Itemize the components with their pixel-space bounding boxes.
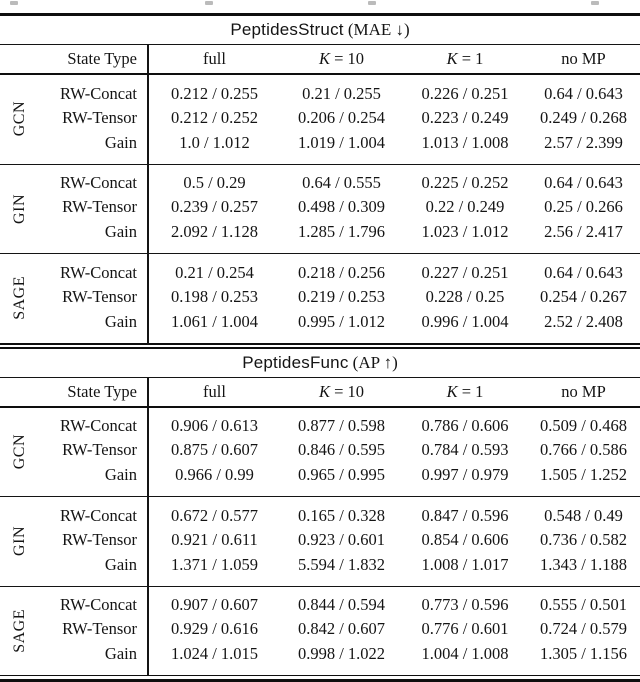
page-crop-artifact	[205, 1, 213, 5]
value-cell: 5.594 / 1.832	[297, 554, 386, 574]
rotated-model-label: GIN	[11, 193, 28, 224]
col-header-k10: K = 10	[280, 45, 403, 75]
model-block-gin	[0, 497, 640, 587]
row-label: RW-Concat	[60, 262, 137, 282]
model-label-cell	[0, 586, 40, 675]
col-header-k1: K = 1	[403, 377, 527, 407]
table-row	[0, 196, 640, 218]
table-row	[0, 407, 640, 440]
row-label: Gain	[104, 311, 137, 331]
value-cell: 0.22 / 0.249	[425, 197, 505, 216]
row-label: RW-Concat	[60, 83, 137, 103]
value-cell: 0.239 / 0.257	[148, 196, 280, 218]
value-cell: 0.906 / 0.613	[148, 407, 280, 440]
model-label-cell	[0, 74, 40, 164]
row-label: RW-Tensor	[62, 619, 137, 638]
value-cell: 0.776 / 0.601	[421, 619, 509, 638]
value-cell: 1.285 / 1.796	[297, 222, 386, 241]
value-cell: 0.5 / 0.29	[148, 164, 280, 196]
value-cell: 0.509 / 0.468	[539, 416, 628, 435]
col-header-k1: K = 1	[403, 45, 527, 75]
value-cell: 0.64 / 0.643	[544, 173, 623, 192]
value-cell: 0.786 / 0.606	[421, 416, 509, 435]
value-cell: 1.0 / 1.012	[148, 128, 280, 164]
row-label: Gain	[104, 222, 137, 241]
value-cell: 0.198 / 0.253	[148, 286, 280, 308]
table-row	[0, 307, 640, 344]
col-header-full: full	[148, 45, 280, 75]
value-cell: 0.498 / 0.309	[297, 197, 386, 216]
value-cell: 0.64 / 0.643	[544, 83, 623, 103]
row-label: RW-Concat	[60, 173, 137, 192]
value-cell: 0.996 / 1.004	[421, 311, 509, 331]
value-cell: 0.218 / 0.256	[297, 262, 386, 282]
value-cell: 0.846 / 0.595	[297, 440, 386, 459]
value-cell: 0.548 / 0.49	[544, 505, 623, 525]
rotated-model-label: SAGE	[11, 276, 28, 320]
value-cell: 0.25 / 0.266	[544, 197, 623, 216]
value-cell: 2.092 / 1.128	[148, 218, 280, 254]
value-cell: 1.008 / 1.017	[421, 554, 509, 574]
value-cell: 0.165 / 0.328	[297, 505, 386, 525]
value-cell: 2.52 / 2.408	[544, 311, 623, 331]
value-cell: 0.847 / 0.596	[421, 505, 509, 525]
value-cell: 0.672 / 0.577	[148, 497, 280, 529]
table-title-cell	[0, 15, 640, 45]
table-metric: (AP ↑)	[352, 352, 398, 372]
model-label-cell	[0, 164, 40, 254]
row-label: RW-Tensor	[62, 197, 137, 216]
value-cell: 0.997 / 0.979	[421, 465, 509, 484]
table-row	[0, 461, 640, 497]
value-cell: 0.998 / 1.022	[297, 644, 386, 663]
page-crop-artifact	[10, 1, 18, 5]
value-cell: 0.842 / 0.607	[297, 619, 386, 638]
table-row	[0, 550, 640, 586]
peptides-struct-table	[0, 13, 640, 345]
value-cell: 1.371 / 1.059	[148, 550, 280, 586]
table-header-row	[0, 377, 640, 407]
model-block-gcn	[0, 74, 640, 164]
value-cell: 0.854 / 0.606	[421, 529, 509, 549]
value-cell: 0.225 / 0.252	[421, 173, 509, 192]
value-cell: 0.219 / 0.253	[297, 286, 386, 306]
value-cell: 1.019 / 1.004	[297, 132, 386, 152]
value-cell: 0.228 / 0.25	[425, 286, 505, 306]
value-cell: 1.343 / 1.188	[539, 554, 628, 574]
table-title-cell	[0, 348, 640, 378]
table-row	[0, 218, 640, 254]
rotated-model-label: SAGE	[11, 608, 28, 653]
value-cell: 1.305 / 1.156	[539, 644, 628, 663]
table-row	[0, 164, 640, 196]
double-bottom-rule	[0, 675, 640, 682]
model-block-sage	[0, 586, 640, 675]
table-row	[0, 640, 640, 676]
value-cell: 0.249 / 0.268	[539, 107, 628, 127]
page-crop-artifact	[368, 1, 376, 5]
value-cell: 0.773 / 0.596	[421, 595, 509, 614]
value-cell: 0.907 / 0.607	[148, 586, 280, 618]
value-cell: 0.965 / 0.995	[297, 465, 386, 484]
table-title-row	[0, 15, 640, 45]
value-cell: 0.736 / 0.582	[539, 529, 628, 549]
value-cell: 0.766 / 0.586	[539, 440, 628, 459]
col-header-no-mp: no MP	[527, 45, 640, 75]
value-cell: 0.784 / 0.593	[421, 440, 509, 459]
model-label-cell	[0, 407, 40, 497]
state-type-header: State Type	[0, 377, 148, 407]
value-cell: 0.226 / 0.251	[421, 83, 509, 103]
col-header-no-mp: no MP	[527, 377, 640, 407]
model-block-gin	[0, 164, 640, 254]
top-margin	[0, 0, 640, 13]
page-crop-artifact	[591, 1, 599, 5]
value-cell: 0.921 / 0.611	[148, 529, 280, 551]
value-cell: 1.505 / 1.252	[539, 465, 628, 484]
value-cell: 0.254 / 0.267	[539, 286, 628, 306]
row-label: RW-Concat	[60, 505, 137, 525]
value-cell: 0.875 / 0.607	[148, 439, 280, 461]
rotated-model-label: GIN	[11, 526, 28, 556]
row-label: RW-Concat	[60, 595, 137, 614]
value-cell: 1.024 / 1.015	[148, 640, 280, 676]
table-row	[0, 254, 640, 286]
row-label: RW-Tensor	[62, 107, 137, 127]
row-label: RW-Tensor	[62, 440, 137, 459]
value-cell: 0.995 / 1.012	[297, 311, 386, 331]
table-row	[0, 107, 640, 129]
value-cell: 0.555 / 0.501	[539, 595, 628, 614]
value-cell: 0.21 / 0.254	[148, 254, 280, 286]
model-label-cell	[0, 254, 40, 344]
value-cell: 0.212 / 0.255	[148, 74, 280, 107]
table-row	[0, 618, 640, 640]
value-cell: 2.57 / 2.399	[544, 132, 623, 152]
table-row	[0, 286, 640, 308]
table-row	[0, 529, 640, 551]
value-cell: 1.023 / 1.012	[421, 222, 509, 241]
table-title: PeptidesFunc	[242, 352, 349, 372]
value-cell: 0.227 / 0.251	[421, 262, 509, 282]
model-label-cell	[0, 497, 40, 587]
value-cell: 2.56 / 2.417	[544, 222, 623, 241]
row-label: RW-Tensor	[62, 286, 137, 306]
table-row	[0, 586, 640, 618]
value-cell: 0.223 / 0.249	[421, 107, 509, 127]
row-label: RW-Concat	[60, 416, 137, 435]
peptides-func-table	[0, 347, 640, 676]
row-label: Gain	[104, 554, 137, 574]
rotated-model-label: GCN	[11, 101, 28, 137]
value-cell: 0.212 / 0.252	[148, 107, 280, 129]
table-title: PeptidesStruct	[230, 20, 344, 39]
table-row	[0, 497, 640, 529]
value-cell: 1.061 / 1.004	[148, 307, 280, 344]
model-block-gcn	[0, 407, 640, 497]
table-metric: (MAE ↓)	[347, 20, 410, 39]
value-cell: 0.21 / 0.255	[302, 83, 381, 103]
value-cell: 0.929 / 0.616	[148, 618, 280, 640]
row-label: Gain	[104, 465, 137, 484]
model-block-sage	[0, 254, 640, 344]
value-cell: 1.004 / 1.008	[421, 644, 509, 663]
table-title-row	[0, 348, 640, 378]
table-header-row	[0, 45, 640, 75]
value-cell: 0.724 / 0.579	[539, 619, 628, 638]
row-label: RW-Tensor	[62, 529, 137, 549]
rotated-model-label: GCN	[11, 433, 28, 470]
value-cell: 0.64 / 0.643	[544, 262, 623, 282]
col-header-full: full	[148, 377, 280, 407]
col-header-k10: K = 10	[280, 377, 403, 407]
state-type-header: State Type	[0, 45, 148, 75]
table-row	[0, 74, 640, 107]
table-row	[0, 439, 640, 461]
value-cell: 0.923 / 0.601	[297, 529, 386, 549]
table-row	[0, 128, 640, 164]
value-cell: 0.844 / 0.594	[297, 595, 386, 614]
value-cell: 0.966 / 0.99	[148, 461, 280, 497]
value-cell: 0.206 / 0.254	[297, 107, 386, 127]
value-cell: 1.013 / 1.008	[421, 132, 509, 152]
row-label: Gain	[104, 644, 137, 663]
value-cell: 0.64 / 0.555	[302, 173, 381, 192]
row-label: Gain	[104, 132, 137, 152]
value-cell: 0.877 / 0.598	[297, 416, 386, 435]
